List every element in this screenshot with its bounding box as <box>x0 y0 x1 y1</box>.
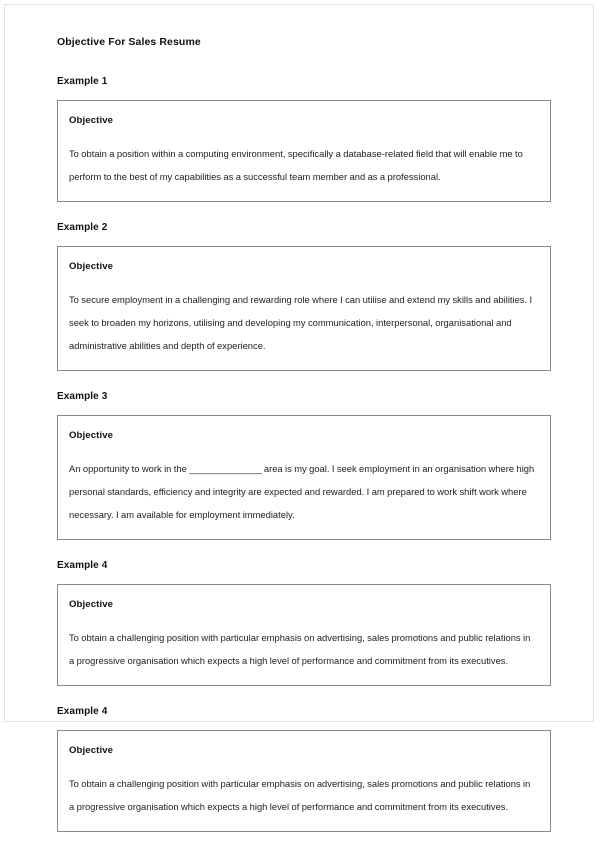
example-block <box>57 221 551 371</box>
objective-heading: Objective <box>69 599 114 610</box>
objective-text: To secure employment in a challenging and rewarding role where I can utilise and extend my skills and abilities. I seek to broaden my horizons, utilising and developing my communication, interpersonal, organisational and administrative abilities and depth of experience. <box>69 294 533 351</box>
objective-text: To obtain a challenging position with particular emphasis on advertising, sales promotions and public relations in a progressive organisation which expects a high level of performance and commitment from its executives. <box>69 632 531 666</box>
objective-box <box>57 584 551 686</box>
objective-heading: Objective <box>69 430 114 441</box>
example-block <box>57 705 551 832</box>
objective-heading: Objective <box>69 745 114 756</box>
example-block <box>57 75 551 202</box>
document-body <box>57 35 551 851</box>
objective-box <box>57 730 551 832</box>
objective-box <box>57 246 551 371</box>
objective-heading: Objective <box>69 261 114 272</box>
objective-box <box>57 415 551 540</box>
fill-in-blank: _______________ <box>189 463 262 474</box>
example-label: Example 3 <box>57 391 108 402</box>
example-label: Example 4 <box>57 706 108 717</box>
example-label: Example 2 <box>57 222 108 233</box>
objective-text-after-blank: area is my goal. I seek employment in an organisation where high personal standards, efficiency and integrity are expected and rewarded. I am prepared to work shift work where necessary. I am available for employment immediately. <box>69 463 535 520</box>
page-title: Objective For Sales Resume <box>57 36 201 48</box>
objective-heading: Objective <box>69 115 114 126</box>
objective-text <box>69 457 536 526</box>
example-block <box>57 559 551 686</box>
example-label: Example 4 <box>57 560 108 571</box>
objective-text-before-blank: An opportunity to work in the <box>69 463 190 474</box>
example-label: Example 1 <box>57 76 108 87</box>
objective-text: To obtain a position within a computing environment, specifically a database-related field that will enable me to perform to the best of my capabilities as a successful team member and as a professional. <box>69 148 523 182</box>
objective-text: To obtain a challenging position with particular emphasis on advertising, sales promotions and public relations in a progressive organisation which expects a high level of performance and commitment from its executives. <box>69 778 531 812</box>
example-block <box>57 390 551 540</box>
document-page <box>4 4 594 812</box>
objective-box <box>57 100 551 202</box>
